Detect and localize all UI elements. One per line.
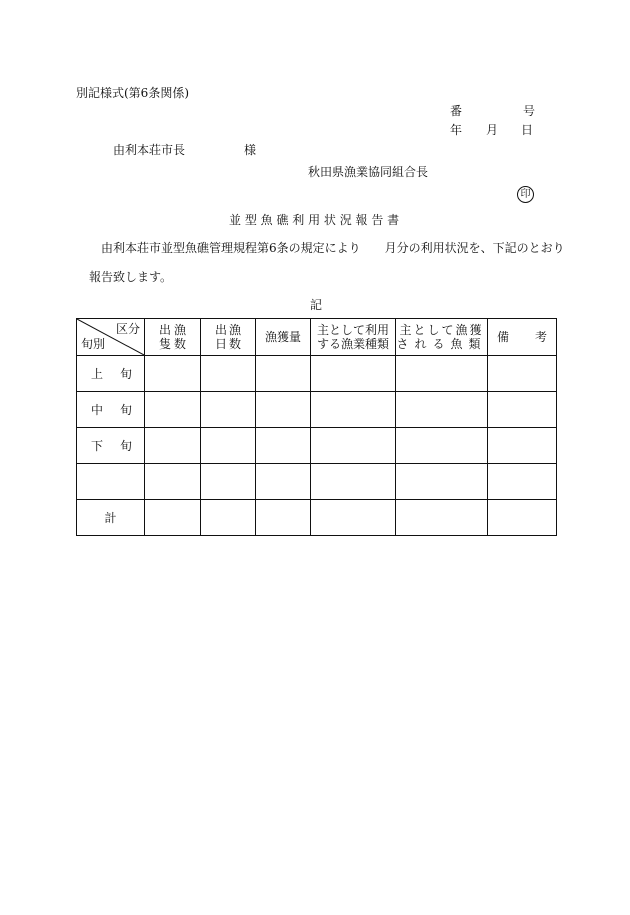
table-row (77, 392, 557, 428)
form-label: 別記様式(第6条関係) (76, 86, 189, 100)
table-cell[interactable] (396, 392, 488, 428)
table-cell[interactable] (201, 392, 256, 428)
table-cell[interactable] (396, 428, 488, 464)
row-label-middle: 中 旬 (77, 392, 145, 428)
col-header-fishery-type: 主として利用 する漁業種類 (311, 319, 396, 356)
table-row (77, 356, 557, 392)
table-cell[interactable] (488, 464, 557, 500)
date-year: 年 (450, 123, 463, 137)
usage-table (76, 318, 557, 536)
date-day: 日 (521, 123, 534, 137)
table-cell[interactable] (145, 428, 201, 464)
table-cell[interactable] (256, 356, 311, 392)
ki-label: 記 (310, 298, 323, 312)
table-cell[interactable] (201, 356, 256, 392)
col-header-days: 出 漁 日 数 (201, 319, 256, 356)
corner-cell (77, 319, 145, 356)
body-line-1: 由利本荘市並型魚礁管理規程第6条の規定により 月分の利用状況を、下記のとおり (101, 241, 565, 255)
table-cell[interactable] (145, 500, 201, 536)
date-month: 月 (486, 123, 499, 137)
col-header-fish-species: 主として漁獲 される魚類 (396, 319, 488, 356)
table-cell[interactable] (201, 464, 256, 500)
body-line-2: 報告致します。 (89, 270, 173, 284)
seal-mark: 印 (517, 186, 534, 203)
table-row (77, 428, 557, 464)
row-label-total: 計 (77, 500, 145, 536)
table-cell[interactable] (488, 500, 557, 536)
addressee: 由利本荘市長 (113, 143, 186, 157)
table-cell[interactable] (256, 500, 311, 536)
table-row-total (77, 500, 557, 536)
table-cell[interactable] (488, 392, 557, 428)
table-cell[interactable] (311, 428, 396, 464)
row-label-blank[interactable] (77, 464, 145, 500)
table-row (77, 464, 557, 500)
table-cell[interactable] (145, 356, 201, 392)
number-go: 号 (523, 104, 536, 118)
addressee-sama: 様 (244, 143, 257, 157)
table-cell[interactable] (256, 392, 311, 428)
table-cell[interactable] (145, 464, 201, 500)
table-cell[interactable] (396, 464, 488, 500)
table-cell[interactable] (311, 356, 396, 392)
number-ban: 番 (450, 104, 463, 118)
table-cell[interactable] (256, 464, 311, 500)
col-header-vessels: 出 漁 隻 数 (145, 319, 201, 356)
table-header-row (77, 319, 557, 356)
table-cell[interactable] (311, 500, 396, 536)
corner-junbetsu: 旬別 (81, 337, 106, 351)
table-cell[interactable] (396, 356, 488, 392)
table-cell[interactable] (488, 428, 557, 464)
table-cell[interactable] (145, 392, 201, 428)
table-cell[interactable] (256, 428, 311, 464)
corner-kubun: 区分 (115, 322, 140, 336)
table-cell[interactable] (201, 428, 256, 464)
col-header-catch: 漁獲量 (256, 319, 311, 356)
table-cell[interactable] (311, 392, 396, 428)
table-cell[interactable] (396, 500, 488, 536)
document-title: 並 型 魚 礁 利 用 状 況 報 告 書 (229, 213, 400, 227)
table-cell[interactable] (488, 356, 557, 392)
row-label-early: 上 旬 (77, 356, 145, 392)
sender: 秋田県漁業協同組合長 (308, 165, 429, 179)
table-cell[interactable] (311, 464, 396, 500)
row-label-late: 下 旬 (77, 428, 145, 464)
col-header-remarks: 備 考 (488, 319, 557, 356)
table-cell[interactable] (201, 500, 256, 536)
